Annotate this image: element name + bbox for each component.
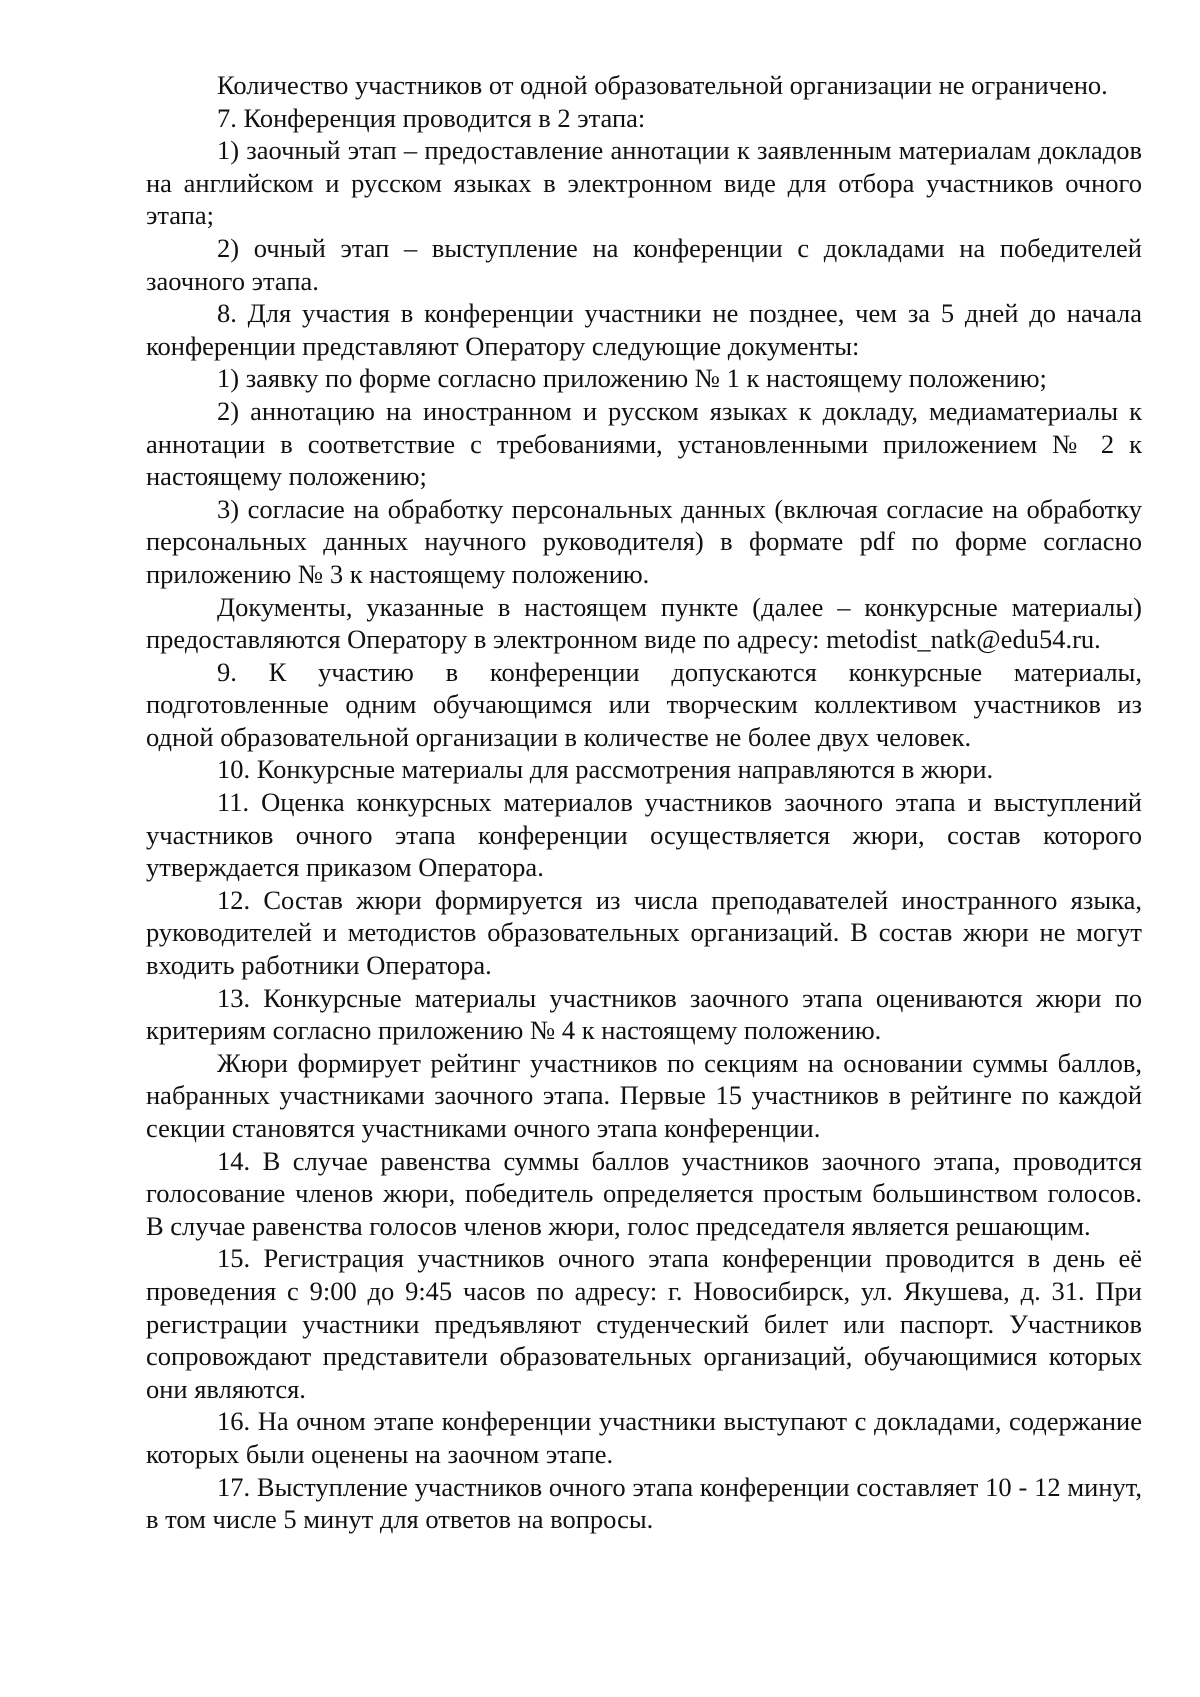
- paragraph-documents-submission: Документы, указанные в настоящем пункте (далее – конкурсные материалы) предоставляются Оператору в электронном виде по адресу: metodist_natk@edu54.ru.: [146, 591, 1142, 655]
- paragraph-document-1: 1) заявку по форме согласно приложению № 1 к настоящему положению;: [217, 363, 1047, 394]
- paragraph-item-11: 11. Оценка конкурсных материалов участников заочного этапа и выступлений участников очного этапа конференции осуществляется жюри, состав которого утверждается приказом Оператора.: [146, 787, 1142, 883]
- paragraph-item-9: 9. К участию в конференции допускаются конкурсные материалы, подготовленные одним обучающимся или творческим коллективом участников из одной образовательной организации в количестве не более двух человек.: [146, 656, 1142, 752]
- paragraph-item-8: 8. Для участия в конференции участники не позднее, чем за 5 дней до начала конференции представляют Оператору следующие документы:: [146, 298, 1142, 361]
- paragraph-stage-1: 1) заочный этап – предоставление аннотации к заявленным материалам докладов на английском и русском языках в электронном виде для отбора участников очного этапа;: [146, 135, 1142, 231]
- paragraph-stage-2: 2) очный этап – выступление на конференции с докладами на победителей заочного этапа.: [146, 232, 1142, 296]
- paragraph-item-7: 7. Конференция проводится в 2 этапа:: [217, 102, 646, 133]
- paragraph-item-17: 17. Выступление участников очного этапа конференции составляет 10 - 12 минут, в том числе 5 минут для ответов на вопросы.: [146, 1471, 1142, 1535]
- paragraph-item-10: 10. Конкурсные материалы для рассмотрения направляются в жюри.: [217, 754, 994, 785]
- paragraph-participant-limit: Количество участников от одной образовательной организации не ограничено.: [217, 70, 1108, 100]
- paragraph-document-2: 2) аннотацию на иностранном и русском языках к докладу, медиаматериалы к аннотации в соответствие с требованиями, установленными приложением № 2 к настоящему положению;: [146, 395, 1142, 492]
- paragraph-item-15: 15. Регистрация участников очного этапа конференции проводится в день её проведения с 9:00 до 9:45 часов по адресу: г. Новосибирск, ул. Якушева, д. 31. При регистрации участники предъявляют студенческий билет или паспорт. Участников сопровождают представители образовательных организаций, обучающимися которых они являются.: [146, 1243, 1142, 1404]
- paragraph-item-16: 16. На очном этапе конференции участники выступают с докладами, содержание которых были оценены на заочном этапе.: [146, 1406, 1142, 1469]
- paragraph-jury-rating: Жюри формирует рейтинг участников по секциям на основании суммы баллов, набранных участниками заочного этапа. Первые 15 участников в рейтинге по каждой секции становятся участниками очного этапа конференции.: [146, 1047, 1142, 1143]
- paragraph-document-3: 3) согласие на обработку персональных данных (включая согласие на обработку персональных данных научного руководителя) в формате pdf по форме согласно приложению № 3 к настоящему положению.: [146, 493, 1142, 589]
- paragraph-item-14: 14. В случае равенства суммы баллов участников заочного этапа, проводится голосование членов жюри, победитель определяется простым большинством голосов. В случае равенства голосов членов жюри, голос председателя является решающим.: [146, 1145, 1142, 1241]
- paragraph-item-12: 12. Состав жюри формируется из числа преподавателей иностранного языка, руководителей и методистов образовательных организаций. В состав жюри не могут входить работники Оператора.: [146, 884, 1142, 981]
- paragraph-item-13: 13. Конкурсные материалы участников заочного этапа оцениваются жюри по критериям согласно приложению № 4 к настоящему положению.: [146, 982, 1142, 1046]
